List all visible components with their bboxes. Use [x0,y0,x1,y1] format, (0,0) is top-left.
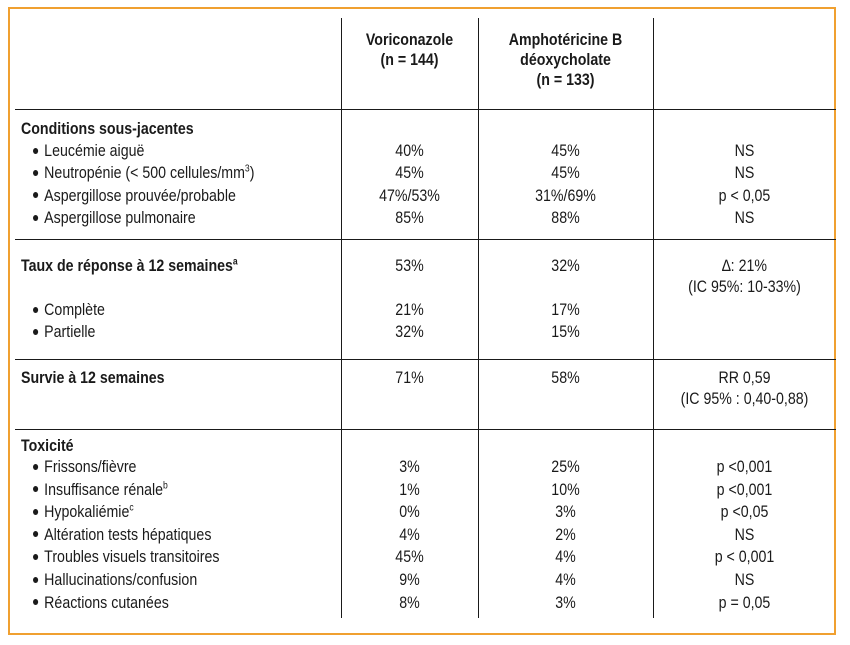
row-label-text: Troubles visuels transitoires [44,548,220,567]
column-header-amphotericine [490,30,641,90]
column-divider [478,18,479,618]
row-label-text: Aspergillose prouvée/probable [44,186,236,205]
cell-voriconazole: 9% [399,571,420,589]
row-label [33,321,95,343]
row-label [33,456,136,478]
bullet-icon [33,599,38,605]
cell-stat-line1: RR 0,59 [718,369,771,387]
cell-amphotericine: 25% [551,458,580,476]
cell-amphotericine: 45% [551,164,580,183]
footnote-marker: c [129,502,134,514]
row-label [33,524,211,546]
row-label-text: Altération tests hépatiques [44,525,212,544]
row-label [33,592,169,614]
row-divider [15,239,836,240]
cell-voriconazole: 3% [399,458,420,476]
bullet-icon [33,531,38,537]
cell-stat: NS [734,571,755,589]
row-divider [15,359,836,360]
row-label-end: ) [249,164,255,183]
section-title-survie: Survie à 12 semaines [21,369,165,387]
column-header-voriconazole [351,30,469,70]
cell-voriconazole: 8% [399,593,420,612]
cell-amphotericine: 45% [551,142,580,160]
comparison-table [15,18,836,618]
cell-stat-line1: ∆: 21% [722,257,767,275]
footnote-marker: 3 [244,163,250,175]
cell-amphotericine: 4% [555,548,576,567]
cell-amphotericine: 88% [551,208,580,227]
cell-stat: NS [734,164,755,183]
row-label-text: Neutropénie (< 500 cellules/mm [44,164,245,183]
cell-voriconazole: 0% [399,503,420,522]
column-name: Voriconazole [365,31,454,49]
cell-amphotericine: 3% [555,593,576,612]
row-label-text: Aspergillose pulmonaire [44,208,196,227]
cell-stat: p <0,001 [716,480,773,499]
column-n: (n = 133) [536,71,595,89]
bullet-icon [33,509,38,515]
row-divider [15,429,836,430]
cell-stat: p <0,05 [720,503,769,522]
cell-amphotericine: 32% [551,257,580,275]
footnote-marker: a [232,256,238,268]
cell-amphotericine: 2% [555,525,576,544]
bullet-icon [33,148,38,154]
cell-amphotericine: 10% [551,480,580,499]
column-name: Amphotéricine B [508,31,623,49]
bullet-icon [33,486,38,492]
bullet-icon [33,554,38,560]
cell-voriconazole: 45% [395,164,424,183]
row-label-text: Hallucinations/confusion [44,571,198,589]
cell-voriconazole: 45% [395,548,424,567]
bullet-icon [33,307,38,313]
cell-stat-line2: (IC 95% : 0,40-0,88) [680,390,809,408]
row-label [33,207,196,229]
cell-voriconazole: 21% [395,301,424,319]
row-label-text: Leucémie aiguë [44,142,145,160]
bullet-icon [33,577,38,583]
column-name-line2: déoxycholate [520,51,611,69]
bullet-icon [33,192,38,198]
cell-voriconazole: 32% [395,323,424,342]
row-label [33,299,105,321]
bullet-icon [33,464,38,470]
row-label [33,140,144,162]
section-title-text: Taux de réponse à 12 semaines [21,257,233,275]
cell-voriconazole: 40% [395,142,424,160]
row-label [33,546,220,568]
cell-voriconazole: 71% [395,369,424,387]
cell-amphotericine: 31%/69% [535,186,596,205]
row-label [33,185,236,207]
row-divider [15,109,836,110]
cell-stat: NS [734,208,755,227]
cell-amphotericine: 4% [555,571,576,589]
section-title-reponse [21,255,238,277]
section-title-toxicite: Toxicité [21,437,74,455]
row-label [33,501,134,523]
row-label [33,569,197,591]
bullet-icon [33,170,38,176]
cell-amphotericine: 58% [551,369,580,387]
cell-voriconazole: 85% [395,208,424,227]
row-label [33,162,254,184]
row-label-text: Frissons/fièvre [44,458,137,476]
cell-voriconazole: 1% [399,480,420,499]
column-n: (n = 144) [380,51,439,69]
row-label [33,479,168,501]
cell-voriconazole: 53% [395,257,424,275]
cell-stat: p = 0,05 [718,593,771,612]
footnote-marker: b [163,480,168,492]
section-title-conditions: Conditions sous-jacentes [21,120,194,138]
cell-stat-line2: (IC 95%: 10-33%) [688,278,801,296]
row-label-text: Réactions cutanées [44,593,169,612]
cell-stat: NS [734,525,755,544]
cell-amphotericine: 17% [551,301,580,319]
bullet-icon [33,215,38,221]
bullet-icon [33,329,38,335]
column-divider [341,18,342,618]
column-divider [653,18,654,618]
cell-stat: p <0,001 [716,458,773,476]
cell-amphotericine: 3% [555,503,576,522]
row-label-text: Partielle [44,323,96,342]
cell-voriconazole: 4% [399,525,420,544]
row-label-text: Hypokaliémie [44,503,130,522]
cell-voriconazole: 47%/53% [379,186,440,205]
cell-amphotericine: 15% [551,323,580,342]
cell-stat: p < 0,001 [714,548,775,567]
cell-stat: p < 0,05 [718,186,771,205]
row-label-text: Insuffisance rénale [44,480,164,499]
row-label-text: Complète [44,301,105,319]
cell-stat: NS [734,142,755,160]
